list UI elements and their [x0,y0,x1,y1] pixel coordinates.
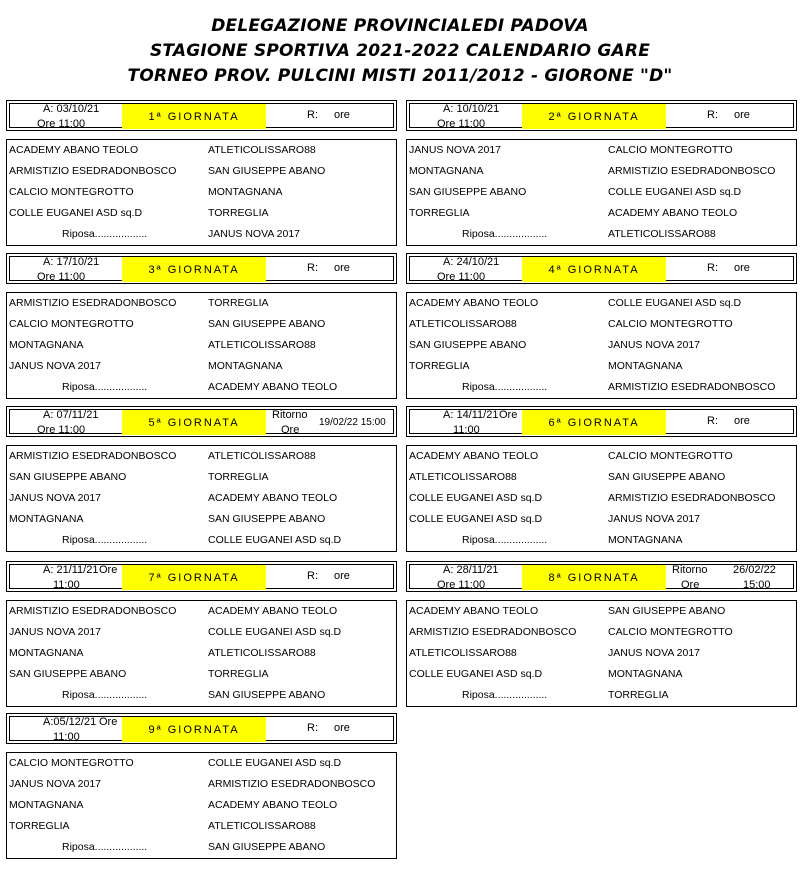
return-time-label: ore [734,415,750,427]
round-date: A:05/12/21 [43,716,97,728]
round-header [406,406,797,437]
match-row [7,643,396,664]
match-row [7,753,396,774]
return-time-label: ore [734,262,750,274]
rest-label: Riposa.................. [462,381,548,393]
round-time-label: Ore [99,564,118,576]
home-team: MONTAGNANA [9,339,84,351]
home-team: MONTAGNANA [9,799,84,811]
match-row [407,161,796,182]
match-row [407,509,796,530]
rest-row [7,837,396,858]
home-team: JANUS NOVA 2017 [9,626,102,638]
home-team: JANUS NOVA 2017 [9,360,102,372]
match-row [7,664,396,685]
matches-table [6,292,397,399]
round-label: 3ª GIORNATA [122,257,266,282]
home-team: ARMISTIZIO ESEDRADONBOSCO [9,450,177,462]
round-time: Ore 11:00 [37,424,86,436]
rest-label: Riposa.................. [462,534,548,546]
away-team: SAN GIUSEPPE ABANO [608,471,726,483]
round-label: 5ª GIORNATA [122,410,266,435]
round-time: Ore 11:00 [37,271,86,283]
rest-row [407,224,796,245]
away-team: ATLETICOLISSARO88 [208,820,316,832]
rest-team: TORREGLIA [608,689,669,701]
rest-team: MONTAGNANA [608,534,683,546]
round-date: A: 28/11/21 [443,564,499,576]
away-team: SAN GIUSEPPE ABANO [208,318,326,330]
match-row [7,446,396,467]
home-team: CALCIO MONTEGROTTO [9,757,134,769]
match-row [7,161,396,182]
return-time-label: ore [334,262,350,274]
rest-label: Riposa.................. [62,689,148,701]
return-time-label: ore [334,109,350,121]
away-team: TORREGLIA [208,668,269,680]
round-header [6,253,397,284]
round-header [406,561,797,592]
round-date: A: 17/10/21 [43,256,100,268]
away-team: CALCIO MONTEGROTTO [608,626,733,638]
match-row [407,293,796,314]
return-label: Ritorno [672,564,708,576]
home-team: COLLE EUGANEI ASD sq.D [9,207,143,219]
home-team: ATLETICOLISSARO88 [409,647,517,659]
return-label: R: [707,109,718,121]
home-team: MONTAGNANA [9,513,84,525]
round-time: Ore 11:00 [37,118,86,130]
match-row [7,335,396,356]
round-block [406,561,797,707]
match-row [7,467,396,488]
round-label: 7ª GIORNATA [122,565,266,590]
matches-table [406,445,797,552]
match-row [407,140,796,161]
round-block [6,713,397,859]
round-header [6,713,397,744]
away-team: COLLE EUGANEI ASD sq.D [608,186,742,198]
matches-table [406,139,797,246]
return-label: Ritorno [272,409,308,421]
away-team: ARMISTIZIO ESEDRADONBOSCO [208,778,376,790]
match-row [407,488,796,509]
match-row [7,816,396,837]
round-block [6,406,397,552]
round-time: Ore 11:00 [437,118,486,130]
round-time: Ore 11:00 [437,271,486,283]
round-time: Ore 11:00 [437,579,486,591]
match-row [7,182,396,203]
away-team: SAN GIUSEPPE ABANO [208,165,326,177]
round-header [6,561,397,592]
return-label: R: [307,262,318,274]
rest-label: Riposa.................. [62,381,148,393]
round-date: A: 24/10/21 [443,256,500,268]
rest-team: SAN GIUSEPPE ABANO [208,841,326,853]
return-date: 26/02/22 [733,564,776,576]
title-line-3: TORNEO PROV. PULCINI MISTI 2011/2012 - GIORONE "D" [127,66,673,86]
home-team: ARMISTIZIO ESEDRADONBOSCO [9,165,177,177]
round-header [6,406,397,437]
home-team: COLLE EUGANEI ASD sq.D [409,492,543,504]
home-team: CALCIO MONTEGROTTO [9,318,134,330]
rest-label: Riposa.................. [62,841,148,853]
matches-table [6,139,397,246]
away-team: SAN GIUSEPPE ABANO [608,605,726,617]
match-row [7,774,396,795]
home-team: TORREGLIA [9,820,70,832]
return-time-label: ore [734,109,750,121]
home-team: TORREGLIA [409,360,470,372]
away-team: CALCIO MONTEGROTTO [608,450,733,462]
away-team: ARMISTIZIO ESEDRADONBOSCO [608,165,776,177]
away-team: CALCIO MONTEGROTTO [608,318,733,330]
matches-table [6,600,397,707]
matches-table [406,292,797,399]
match-row [407,335,796,356]
home-team: COLLE EUGANEI ASD sq.D [409,668,543,680]
round-header [6,100,397,131]
match-row [407,446,796,467]
home-team: ACADEMY ABANO TEOLO [409,297,539,309]
return-label: R: [707,415,718,427]
home-team: JANUS NOVA 2017 [9,492,102,504]
home-team: ACADEMY ABANO TEOLO [409,450,539,462]
match-row [7,509,396,530]
round-date: A: 03/10/21 [43,103,100,115]
rest-row [7,530,396,551]
round-label: 6ª GIORNATA [522,410,666,435]
rest-team: ARMISTIZIO ESEDRADONBOSCO [608,381,776,393]
rest-label: Riposa.................. [62,228,148,240]
round-time: 11:00 [453,424,480,436]
round-block [6,253,397,399]
away-team: JANUS NOVA 2017 [608,339,701,351]
away-team: ACADEMY ABANO TEOLO [208,492,338,504]
matches-table [6,445,397,552]
match-row [407,622,796,643]
away-team: ATLETICOLISSARO88 [208,450,316,462]
round-label: 8ª GIORNATA [522,565,666,590]
match-row [407,356,796,377]
home-team: MONTAGNANA [409,165,484,177]
round-block [406,406,797,552]
round-header [406,100,797,131]
away-team: MONTAGNANA [208,360,283,372]
rest-team: JANUS NOVA 2017 [208,228,301,240]
away-team: ACADEMY ABANO TEOLO [208,605,338,617]
rest-team: ACADEMY ABANO TEOLO [208,381,338,393]
home-team: ATLETICOLISSARO88 [409,471,517,483]
home-team: SAN GIUSEPPE ABANO [9,471,127,483]
rest-row [7,685,396,706]
match-row [407,601,796,622]
home-team: MONTAGNANA [9,647,84,659]
round-time-label: Ore [99,716,118,728]
rest-row [7,377,396,398]
away-team: ACADEMY ABANO TEOLO [208,799,338,811]
title-line-2: STAGIONE SPORTIVA 2021-2022 CALENDARIO GARE [149,41,651,61]
match-row [7,293,396,314]
round-date: A: 21/11/21 [43,564,99,576]
rest-label: Riposa.................. [462,689,548,701]
rest-row [407,377,796,398]
return-label: R: [307,570,318,582]
away-team: SAN GIUSEPPE ABANO [208,513,326,525]
rest-team: ATLETICOLISSARO88 [608,228,716,240]
rest-team: SAN GIUSEPPE ABANO [208,689,326,701]
away-team: TORREGLIA [208,297,269,309]
rest-row [407,530,796,551]
return-time: 15:00 [743,579,771,591]
home-team: SAN GIUSEPPE ABANO [9,668,127,680]
return-time-label: Ore [281,424,300,436]
away-team: CALCIO MONTEGROTTO [608,144,733,156]
home-team: ARMISTIZIO ESEDRADONBOSCO [9,605,177,617]
return-time-label: ore [334,570,350,582]
away-team: ATLETICOLISSARO88 [208,339,316,351]
round-label: 4ª GIORNATA [522,257,666,282]
home-team: JANUS NOVA 2017 [409,144,502,156]
round-block [406,253,797,399]
home-team: SAN GIUSEPPE ABANO [409,339,527,351]
away-team: ARMISTIZIO ESEDRADONBOSCO [608,492,776,504]
match-row [407,314,796,335]
match-row [7,314,396,335]
away-team: ATLETICOLISSARO88 [208,144,316,156]
home-team: SAN GIUSEPPE ABANO [409,186,527,198]
match-row [407,643,796,664]
match-row [7,356,396,377]
rest-row [7,224,396,245]
round-block [406,100,797,246]
away-team: TORREGLIA [208,207,269,219]
home-team: ATLETICOLISSARO88 [409,318,517,330]
round-label: 2ª GIORNATA [522,104,666,129]
matches-table [406,600,797,707]
home-team: ARMISTIZIO ESEDRADONBOSCO [9,297,177,309]
title-line-1: DELEGAZIONE PROVINCIALEDI PADOVA [211,16,589,36]
return-date: 19/02/22 15:00 [319,417,386,428]
return-time-label: ore [334,722,350,734]
home-team: COLLE EUGANEI ASD sq.D [409,513,543,525]
home-team: ARMISTIZIO ESEDRADONBOSCO [409,626,577,638]
away-team: JANUS NOVA 2017 [608,647,701,659]
round-time: 11:00 [53,731,80,743]
round-time: 11:00 [53,579,80,591]
round-label: 1ª GIORNATA [122,104,266,129]
round-time-label: Ore [499,409,518,421]
matches-table [6,752,397,859]
match-row [407,467,796,488]
home-team: ACADEMY ABANO TEOLO [409,605,539,617]
match-row [407,203,796,224]
away-team: JANUS NOVA 2017 [608,513,701,525]
rest-label: Riposa.................. [62,534,148,546]
return-time-label: Ore [681,579,700,591]
round-date: A: 14/11/21 [443,409,499,421]
match-row [7,795,396,816]
away-team: MONTAGNANA [208,186,283,198]
home-team: TORREGLIA [409,207,470,219]
home-team: ACADEMY ABANO TEOLO [9,144,139,156]
away-team: ACADEMY ABANO TEOLO [608,207,738,219]
return-label: R: [307,722,318,734]
home-team: CALCIO MONTEGROTTO [9,186,134,198]
round-block [6,100,397,246]
match-row [7,140,396,161]
away-team: MONTAGNANA [608,360,683,372]
match-row [7,203,396,224]
round-block [6,561,397,707]
document-title-block [0,14,800,89]
match-row [7,622,396,643]
match-row [7,601,396,622]
return-label: R: [707,262,718,274]
round-label: 9ª GIORNATA [122,717,266,742]
away-team: MONTAGNANA [608,668,683,680]
away-team: COLLE EUGANEI ASD sq.D [608,297,742,309]
rest-row [407,685,796,706]
match-row [407,664,796,685]
match-row [7,488,396,509]
round-date: A: 07/11/21 [43,409,99,421]
round-header [406,253,797,284]
rest-label: Riposa.................. [462,228,548,240]
round-date: A: 10/10/21 [443,103,500,115]
away-team: COLLE EUGANEI ASD sq.D [208,626,342,638]
away-team: COLLE EUGANEI ASD sq.D [208,757,342,769]
away-team: ATLETICOLISSARO88 [208,647,316,659]
home-team: JANUS NOVA 2017 [9,778,102,790]
away-team: TORREGLIA [208,471,269,483]
return-label: R: [307,109,318,121]
match-row [407,182,796,203]
rest-team: COLLE EUGANEI ASD sq.D [208,534,342,546]
